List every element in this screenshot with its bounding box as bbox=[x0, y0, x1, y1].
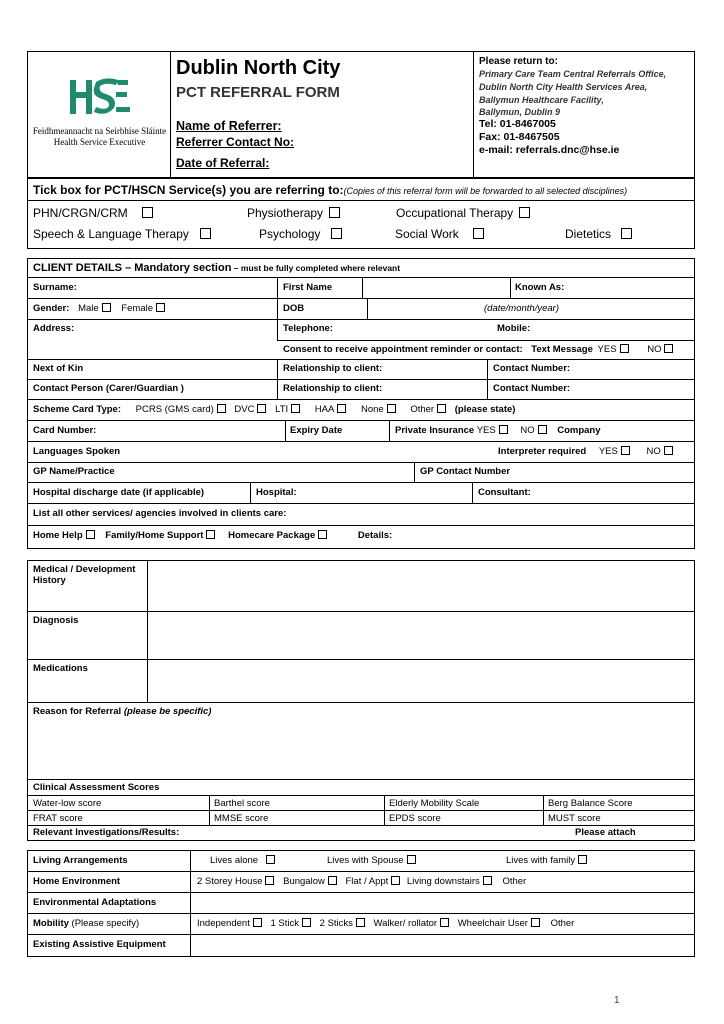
private-insurance-field: Private Insurance YES NO Company bbox=[395, 425, 601, 436]
mobility-options: Independent 1 Stick 2 Sticks Walker/ rollator Wheelchair User Other bbox=[197, 918, 575, 929]
lives-alone-checkbox[interactable] bbox=[266, 855, 275, 864]
gp-contact-label: GP Contact Number bbox=[420, 466, 511, 477]
consultant-label: Consultant: bbox=[478, 487, 531, 498]
one-stick-checkbox[interactable] bbox=[302, 918, 311, 927]
service-physiotherapy[interactable]: Physiotherapy bbox=[247, 206, 340, 220]
berg-balance-score: Berg Balance Score bbox=[548, 798, 633, 809]
interpreter-no-checkbox[interactable] bbox=[664, 446, 673, 455]
service-social-work[interactable]: Social Work bbox=[395, 227, 484, 241]
insurance-yes-checkbox[interactable] bbox=[499, 425, 508, 434]
two-storey-checkbox[interactable] bbox=[265, 876, 274, 885]
frat-score: FRAT score bbox=[33, 813, 83, 824]
investigations-label: Relevant Investigations/Results: bbox=[33, 827, 180, 838]
lives-with-spouse-checkbox[interactable] bbox=[407, 855, 416, 864]
living-arrangements-label: Living Arrangements bbox=[33, 855, 128, 866]
two-sticks-checkbox[interactable] bbox=[356, 918, 365, 927]
home-help-checkbox[interactable] bbox=[86, 530, 95, 539]
other-services-label: List all other services/ agencies involved in clients care: bbox=[33, 508, 287, 519]
name-of-referrer-label: Name of Referrer: bbox=[176, 119, 282, 133]
service-psychology[interactable]: Psychology bbox=[259, 227, 342, 241]
home-environment-label: Home Environment bbox=[33, 876, 121, 887]
page-title: Dublin North City bbox=[176, 57, 341, 79]
contact-person-label: Contact Person (Carer/Guardian ) bbox=[33, 383, 184, 394]
hse-logo-icon bbox=[32, 70, 167, 120]
date-of-referral-label: Date of Referral: bbox=[176, 156, 270, 170]
cp-contact-label: Contact Number: bbox=[493, 383, 571, 394]
consent-yes-checkbox[interactable] bbox=[620, 344, 629, 353]
form-subtitle: PCT REFERRAL FORM bbox=[176, 84, 340, 101]
pcrs-checkbox[interactable] bbox=[217, 404, 226, 413]
tel-text: Tel: 01-8467005 bbox=[479, 118, 556, 130]
first-name-label: First Name bbox=[283, 282, 333, 293]
hospital-label: Hospital: bbox=[256, 487, 297, 498]
service-occupational-therapy[interactable]: Occupational Therapy bbox=[396, 206, 530, 220]
homecare-checkbox[interactable] bbox=[318, 530, 327, 539]
home-environment-options: 2 Storey House Bungalow Flat / Appt Living downstairs Other bbox=[197, 876, 527, 887]
reason-for-referral-label: Reason for Referral (please be specific) bbox=[33, 706, 212, 717]
hospital-discharge-label: Hospital discharge date (if applicable) bbox=[33, 487, 205, 498]
cp-relationship-label: Relationship to client: bbox=[283, 383, 383, 394]
environmental-adaptations-label: Environmental Adaptations bbox=[33, 897, 157, 908]
return-line-2: Dublin North City Health Services Area, bbox=[479, 82, 648, 92]
assistive-equipment-label: Existing Assistive Equipment bbox=[33, 939, 166, 950]
dob-format: (date/month/year) bbox=[484, 303, 559, 314]
mobility-label: Mobility (Please specify) bbox=[33, 918, 140, 929]
gp-name-label: GP Name/Practice bbox=[33, 466, 115, 477]
interpreter-field: Interpreter required YES NO bbox=[498, 446, 673, 457]
dietetics-checkbox[interactable] bbox=[621, 228, 632, 239]
living-downstairs-checkbox[interactable] bbox=[483, 876, 492, 885]
referrer-contact-label: Referrer Contact No: bbox=[176, 135, 295, 149]
physiotherapy-checkbox[interactable] bbox=[329, 207, 340, 218]
independent-checkbox[interactable] bbox=[253, 918, 262, 927]
social-work-checkbox[interactable] bbox=[473, 228, 484, 239]
barthel-score: Barthel score bbox=[214, 798, 270, 809]
support-options: Home Help Family/Home Support Homecare Package Details: bbox=[33, 530, 393, 541]
expiry-date-label: Expiry Date bbox=[290, 425, 343, 436]
fax-text: Fax: 01-8467505 bbox=[479, 131, 560, 143]
speech-language-checkbox[interactable] bbox=[200, 228, 211, 239]
services-heading: Tick box for PCT/HSCN Service(s) you are referring to:(Copies of this referral form will be forwarded to all selected disciplines) bbox=[33, 183, 628, 197]
lives-with-family-option: Lives with family bbox=[506, 855, 587, 866]
return-line-3: Ballymun Healthcare Facility, bbox=[479, 95, 604, 105]
lti-checkbox[interactable] bbox=[291, 404, 300, 413]
flat-appt-checkbox[interactable] bbox=[391, 876, 400, 885]
please-attach-label: Please attach bbox=[575, 827, 636, 838]
return-line-1: Primary Care Team Central Referrals Office, bbox=[479, 69, 667, 79]
insurance-no-checkbox[interactable] bbox=[538, 425, 547, 434]
dob-label: DOB bbox=[283, 303, 305, 314]
family-support-checkbox[interactable] bbox=[206, 530, 215, 539]
waterlow-score: Water-low score bbox=[33, 798, 102, 809]
next-of-kin-label: Next of Kin bbox=[33, 363, 84, 374]
address-label: Address: bbox=[33, 323, 75, 334]
lives-with-family-checkbox[interactable] bbox=[578, 855, 587, 864]
wheelchair-checkbox[interactable] bbox=[531, 918, 540, 927]
haa-checkbox[interactable] bbox=[337, 404, 346, 413]
logo-english-text: Health Service Executive bbox=[53, 137, 146, 147]
lives-alone-option: Lives alone bbox=[210, 855, 275, 866]
diagnosis-label: Diagnosis bbox=[33, 615, 79, 626]
service-phn[interactable]: PHN/CRGN/CRM bbox=[33, 206, 153, 220]
service-speech-language[interactable]: Speech & Language Therapy bbox=[33, 227, 211, 241]
mmse-score: MMSE score bbox=[214, 813, 269, 824]
gender-field: Gender: Male Female bbox=[33, 303, 165, 314]
epds-score: EPDS score bbox=[389, 813, 441, 824]
must-score: MUST score bbox=[548, 813, 601, 824]
scheme-card-field: Scheme Card Type: PCRS (GMS card) DVC LTI HAA None Other (please state) bbox=[33, 404, 516, 415]
female-checkbox[interactable] bbox=[156, 303, 165, 312]
interpreter-yes-checkbox[interactable] bbox=[621, 446, 630, 455]
return-heading: Please return to: bbox=[479, 56, 558, 67]
occupational-therapy-checkbox[interactable] bbox=[519, 207, 530, 218]
clinical-scores-heading: Clinical Assessment Scores bbox=[33, 782, 160, 793]
languages-label: Languages Spoken bbox=[33, 446, 121, 457]
mobile-label: Mobile: bbox=[497, 323, 531, 334]
medications-label: Medications bbox=[33, 663, 88, 674]
phn-checkbox[interactable] bbox=[142, 207, 153, 218]
telephone-label: Telephone: bbox=[283, 323, 333, 334]
surname-label: Surname: bbox=[33, 282, 77, 293]
bungalow-checkbox[interactable] bbox=[328, 876, 337, 885]
consent-no-checkbox[interactable] bbox=[664, 344, 673, 353]
other-scheme-checkbox[interactable] bbox=[437, 404, 446, 413]
service-dietetics[interactable]: Dietetics bbox=[565, 227, 632, 241]
none-checkbox[interactable] bbox=[387, 404, 396, 413]
known-as-label: Known As: bbox=[515, 282, 565, 293]
card-number-label: Card Number: bbox=[33, 425, 97, 436]
dvc-checkbox[interactable] bbox=[257, 404, 266, 413]
consent-field: Consent to receive appointment reminder or contact: Text Message YES NO bbox=[283, 344, 673, 355]
hse-logo bbox=[32, 70, 167, 152]
nok-contact-label: Contact Number: bbox=[493, 363, 571, 374]
medical-history-label-2: History bbox=[33, 575, 66, 586]
lives-with-spouse-option: Lives with Spouse bbox=[327, 855, 416, 866]
elderly-mobility-score: Elderly Mobility Scale bbox=[389, 798, 480, 809]
email-text: e-mail: referrals.dnc@hse.ie bbox=[479, 144, 620, 156]
male-checkbox[interactable] bbox=[102, 303, 111, 312]
return-line-4: Ballymun, Dublin 9 bbox=[479, 107, 561, 117]
nok-relationship-label: Relationship to client: bbox=[283, 363, 383, 374]
client-details-heading: CLIENT DETAILS – Mandatory section – must be fully completed where relevant bbox=[33, 262, 401, 274]
psychology-checkbox[interactable] bbox=[331, 228, 342, 239]
medical-history-label-1: Medical / Development bbox=[33, 564, 136, 575]
walker-checkbox[interactable] bbox=[440, 918, 449, 927]
page-number: 1 bbox=[614, 995, 620, 1006]
logo-irish-text: Feidhmeannacht na Seirbhíse Sláinte bbox=[32, 126, 167, 136]
